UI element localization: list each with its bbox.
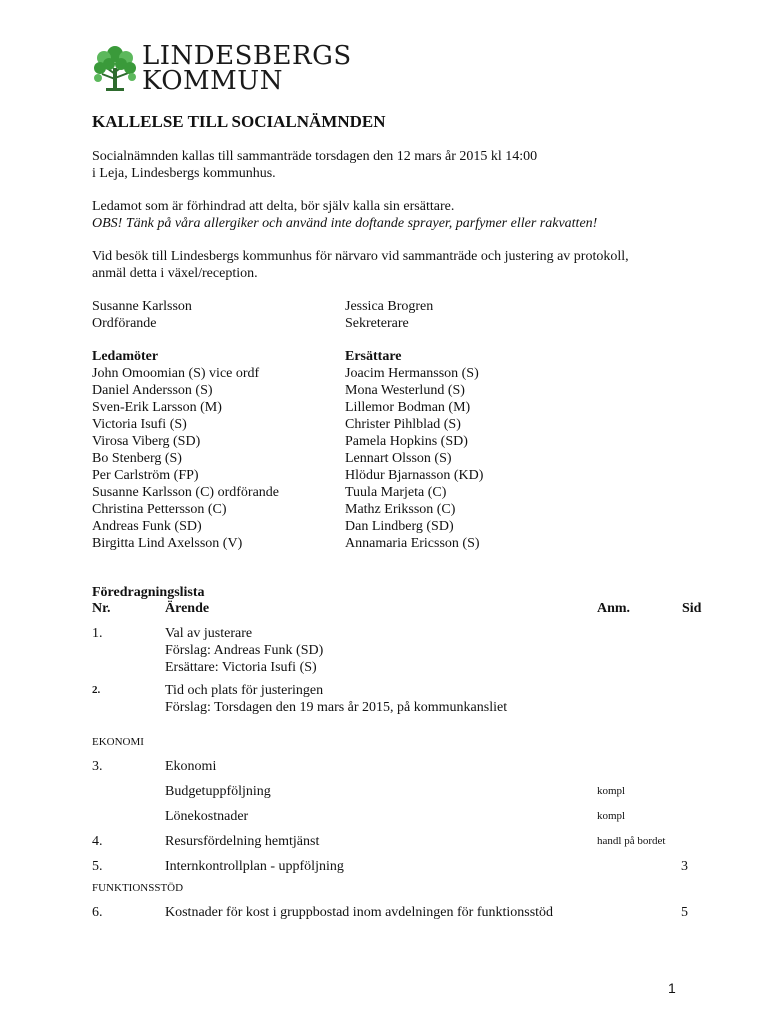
agenda-anm: kompl	[597, 810, 626, 822]
secretary-role: Sekreterare	[345, 316, 409, 331]
substitute-item: Christer Pihlblad (S)	[345, 417, 461, 432]
member-item: Daniel Andersson (S)	[92, 383, 213, 398]
allergy-notice: OBS! Tänk på våra allergiker och använd inte doftande sprayer, parfymer eller rakvatten!	[92, 216, 598, 231]
agenda-item-nr: 1.	[92, 626, 103, 641]
intro-paragraph-3	[92, 248, 629, 282]
logo-line-2: KOMMUN	[142, 66, 283, 96]
section-label-funktionsstod: FUNKTIONSSTÖD	[92, 882, 184, 894]
agenda-item-nr: 3.	[92, 759, 103, 774]
agenda-anm: handl på bordet	[597, 835, 666, 847]
chair-role: Ordförande	[92, 316, 157, 331]
intro-line: anmäl detta i växel/reception.	[92, 266, 258, 281]
chair-name: Susanne Karlsson	[92, 299, 192, 314]
agenda-sid: 5	[681, 905, 688, 920]
substitute-item: Mathz Eriksson (C)	[345, 502, 456, 517]
intro-paragraph-2	[92, 198, 597, 232]
member-item: Per Carlström (FP)	[92, 468, 199, 483]
member-item: Birgitta Lind Axelsson (V)	[92, 536, 243, 551]
agenda-subitem: Lönekostnader	[165, 809, 249, 824]
agenda-subitem: Budgetuppföljning	[165, 784, 271, 799]
chair-block	[92, 298, 192, 332]
agenda-item-detail: Ersättare: Victoria Isufi (S)	[165, 660, 317, 675]
secretary-block	[345, 298, 433, 332]
agenda-item-1	[165, 625, 323, 676]
agenda-col-nr: Nr.	[92, 601, 111, 616]
intro-paragraph-1	[92, 148, 537, 182]
member-item: Andreas Funk (SD)	[92, 519, 202, 534]
intro-line: Vid besök till Lindesbergs kommunhus för närvaro vid sammanträde och justering av protokoll,	[92, 249, 629, 264]
intro-line: Ledamot som är förhindrad att delta, bör själv kalla sin ersättare.	[92, 199, 455, 214]
member-item: Sven-Erik Larsson (M)	[92, 400, 222, 415]
section-label-ekonomi: EKONOMI	[92, 736, 144, 748]
agenda-item-title: Resursfördelning hemtjänst	[165, 834, 320, 849]
substitutes-heading: Ersättare	[345, 349, 402, 364]
member-item: Virosa Viberg (SD)	[92, 434, 201, 449]
member-item: Christina Pettersson (C)	[92, 502, 227, 517]
agenda-item-title: Kostnader för kost i gruppbostad inom avdelningen för funktionsstöd	[165, 905, 554, 920]
agenda-item-title: Tid och plats för justeringen	[165, 683, 324, 698]
substitute-item: Lillemor Bodman (M)	[345, 400, 471, 415]
agenda-item-nr: 5.	[92, 859, 103, 874]
logo-line-1: LINDESBERGS	[142, 41, 352, 71]
members-heading: Ledamöter	[92, 349, 159, 364]
intro-line: i Leja, Lindesbergs kommunhus.	[92, 166, 276, 181]
agenda-item-detail: Förslag: Torsdagen den 19 mars år 2015, på kommunkansliet	[165, 700, 508, 715]
agenda-item-title: Ekonomi	[165, 759, 217, 774]
members-list	[92, 348, 279, 552]
member-item: Bo Stenberg (S)	[92, 451, 182, 466]
substitute-item: Dan Lindberg (SD)	[345, 519, 454, 534]
substitute-item: Joacim Hermansson (S)	[345, 366, 479, 381]
page-number: 1	[668, 980, 676, 996]
agenda-col-arende: Ärende	[165, 601, 210, 616]
agenda-anm: kompl	[597, 785, 626, 797]
member-item: Victoria Isufi (S)	[92, 417, 187, 432]
agenda-item-2	[165, 682, 507, 716]
substitute-item: Tuula Marjeta (C)	[345, 485, 447, 500]
substitute-item: Mona Westerlund (S)	[345, 383, 465, 398]
page-title: KALLELSE TILL SOCIALNÄMNDEN	[92, 112, 386, 131]
agenda-item-title: Val av justerare	[165, 626, 253, 641]
agenda-item-nr: 2.	[92, 684, 101, 696]
agenda-item-nr: 4.	[92, 834, 103, 849]
agenda-item-detail: Förslag: Andreas Funk (SD)	[165, 643, 324, 658]
substitute-item: Lennart Olsson (S)	[345, 451, 452, 466]
substitute-item: Annamaria Ericsson (S)	[345, 536, 480, 551]
tree-logo-icon	[92, 44, 138, 92]
intro-line: Socialnämnden kallas till sammanträde torsdagen den 12 mars år 2015 kl 14:00	[92, 149, 538, 164]
substitute-item: Pamela Hopkins (SD)	[345, 434, 468, 449]
agenda-item-nr: 6.	[92, 905, 103, 920]
agenda-col-sid: Sid	[682, 601, 702, 616]
substitute-item: Hlödur Bjarnasson (KD)	[345, 468, 484, 483]
member-item: Susanne Karlsson (C) ordförande	[92, 485, 280, 500]
agenda-sid: 3	[681, 859, 688, 874]
agenda-col-anm: Anm.	[597, 601, 631, 616]
agenda-heading: Föredragningslista	[92, 585, 205, 600]
member-item: John Omoomian (S) vice ordf	[92, 366, 260, 381]
agenda-item-title: Internkontrollplan - uppföljning	[165, 859, 344, 874]
substitutes-list	[345, 348, 483, 552]
logo	[92, 41, 352, 96]
secretary-name: Jessica Brogren	[345, 299, 434, 314]
